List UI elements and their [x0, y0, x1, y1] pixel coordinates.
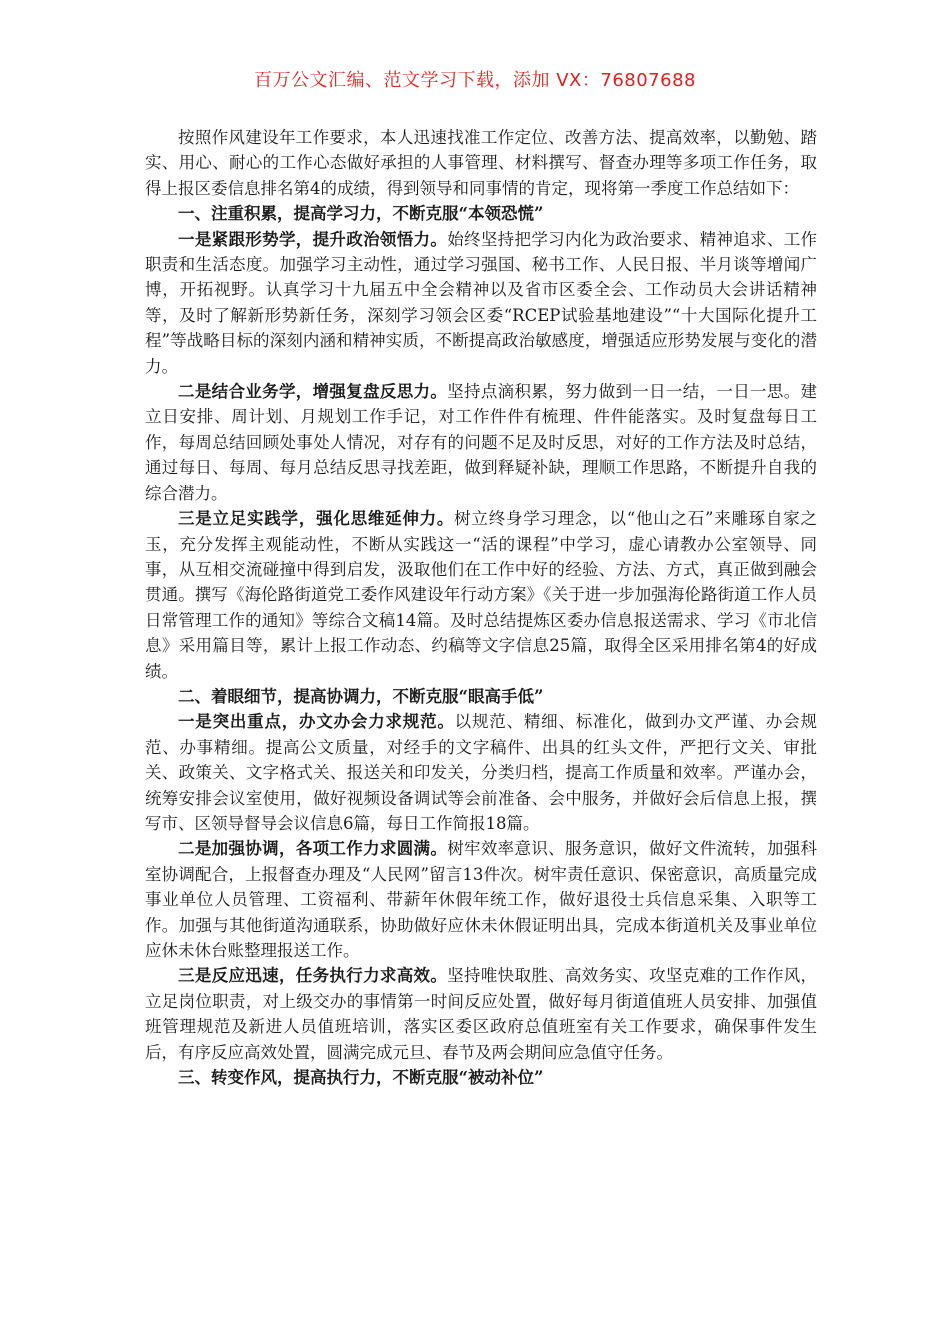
section-1-heading: 一、注重积累，提高学习力，不断克服“本领恐慌”	[178, 204, 544, 224]
section-3-heading: 三、转变作风，提高执行力，不断克服“被动补位”	[178, 1068, 544, 1088]
section-1-item-3	[145, 506, 817, 684]
section-2-item-1	[145, 709, 817, 836]
item-text: 坚持唯快取胜、高效务实、攻坚克难的工作作风，立足岗位职责，对上级交办的事情第一时间反应处置，做好每月街道值班人员安排、加强值班管理规范及新进人员值班培训，落实区委区政府总值班室有关工作要求，确保事件发生后，有序反应高效处置，圆满完成元旦、春节及两会期间应急值守任务。	[145, 966, 818, 1062]
item-lead: 二是结合业务学，增强复盘反思力。	[178, 382, 448, 402]
watermark-banner: 百万公文汇编、范文学习下载，添加 VX：76807688	[254, 70, 696, 91]
intro-paragraph: 按照作风建设年工作要求，本人迅速找准工作定位、改善方法、提高效率，以勤勉、踏实、用心、耐心的工作心态做好承担的人事管理、材料撰写、督查办理等多项工作任务，取得上报区委信息排名第4的成绩，得到领导和同事情的肯定，现将第一季度工作总结如下：	[145, 128, 817, 198]
section-1-item-1	[145, 227, 817, 379]
item-text: 始终坚持把学习内化为政治要求、精神追求、工作职责和生活态度。加强学习主动性，通过学习强国、秘书工作、人民日报、半月谈等增闻广博，开拓视野。认真学习十九届五中全会精神以及省市区委全会、工作动员大会讲话精神等，及时了解新形势新任务，深刻学习领会区委“RCEP试验基地建设”“十大国际化提升工程”等战略目标的深刻内涵和精神实质，不断提高政治敏感度，增强适应形势发展与变化的潜力。	[145, 229, 818, 376]
item-text: 以规范、精细、标准化，做到办文严谨、办会规范、办事精细。提高公文质量，对经手的文字稿件、出具的红头文件，严把行文关、审批关、政策关、文字格式关、报送关和印发关，分类归档，提高工作质量和效率。严谨办会，统筹安排会议室使用，做好视频设备调试等会前准备、会中服务，并做好会后信息上报，撰写市、区领导督导会议信息6篇，每日工作简报18篇。	[145, 712, 818, 833]
section-1-item-2	[145, 379, 817, 506]
item-lead: 三是立足实践学，强化思维延伸力。	[178, 509, 455, 529]
document-body	[145, 125, 817, 1090]
section-2-heading: 二、着眼细节，提高协调力，不断克服“眼高手低”	[178, 686, 544, 706]
section-2-item-3	[145, 963, 817, 1065]
item-text: 树牢效率意识、服务意识，做好文件流转，加强科室协调配合，上报督查办理及“人民网”留言13件次。树牢责任意识、保密意识，高质量完成事业单位人员管理、工资福利、带薪年休假年统工作，做好退役士兵信息采集、入职等工作。加强与其他街道沟通联系，协助做好应休未休假证明出具，完成本街道机关及事业单位应休未休台账整理报送工作。	[145, 839, 818, 960]
item-lead: 二是加强协调，各项工作力求圆满。	[178, 839, 448, 859]
item-text: 坚持点滴积累，努力做到一日一结，一日一思。建立日安排、周计划、月规划工作手记，对工作件件有梳理、件件能落实。及时复盘每日工作，每周总结回顾处事处人情况，对存有的问题不足及时反思，对好的工作方法及时总结，通过每日、每周、每月总结反思寻找差距，做到释疑补缺，理顺工作思路，不断提升自我的综合潜力。	[145, 382, 818, 503]
section-2-item-2	[145, 836, 817, 963]
item-lead: 三是反应迅速，任务执行力求高效。	[178, 966, 448, 986]
item-lead: 一是紧跟形势学，提升政治领悟力。	[178, 229, 448, 249]
item-lead: 一是突出重点，办文办会力求规范。	[178, 712, 455, 732]
item-text: 树立终身学习理念，以“他山之石”来雕琢自家之玉，充分发挥主观能动性，不断从实践这一“活的课程”中学习，虚心请教办公室领导、同事，从互相交流碰撞中得到启发，汲取他们在工作中好的经验、方法、方式，真正做到融会贯通。撰写《海伦路街道党工委作风建设年行动方案》《关于进一步加强海伦路街道工作人员日常管理工作的通知》等综合文稿14篇。及时总结提炼区委办信息报送需求、学习《市北信息》采用篇目等，累计上报工作动态、约稿等文字信息25篇，取得全区采用排名第4的好成绩。	[145, 509, 818, 681]
